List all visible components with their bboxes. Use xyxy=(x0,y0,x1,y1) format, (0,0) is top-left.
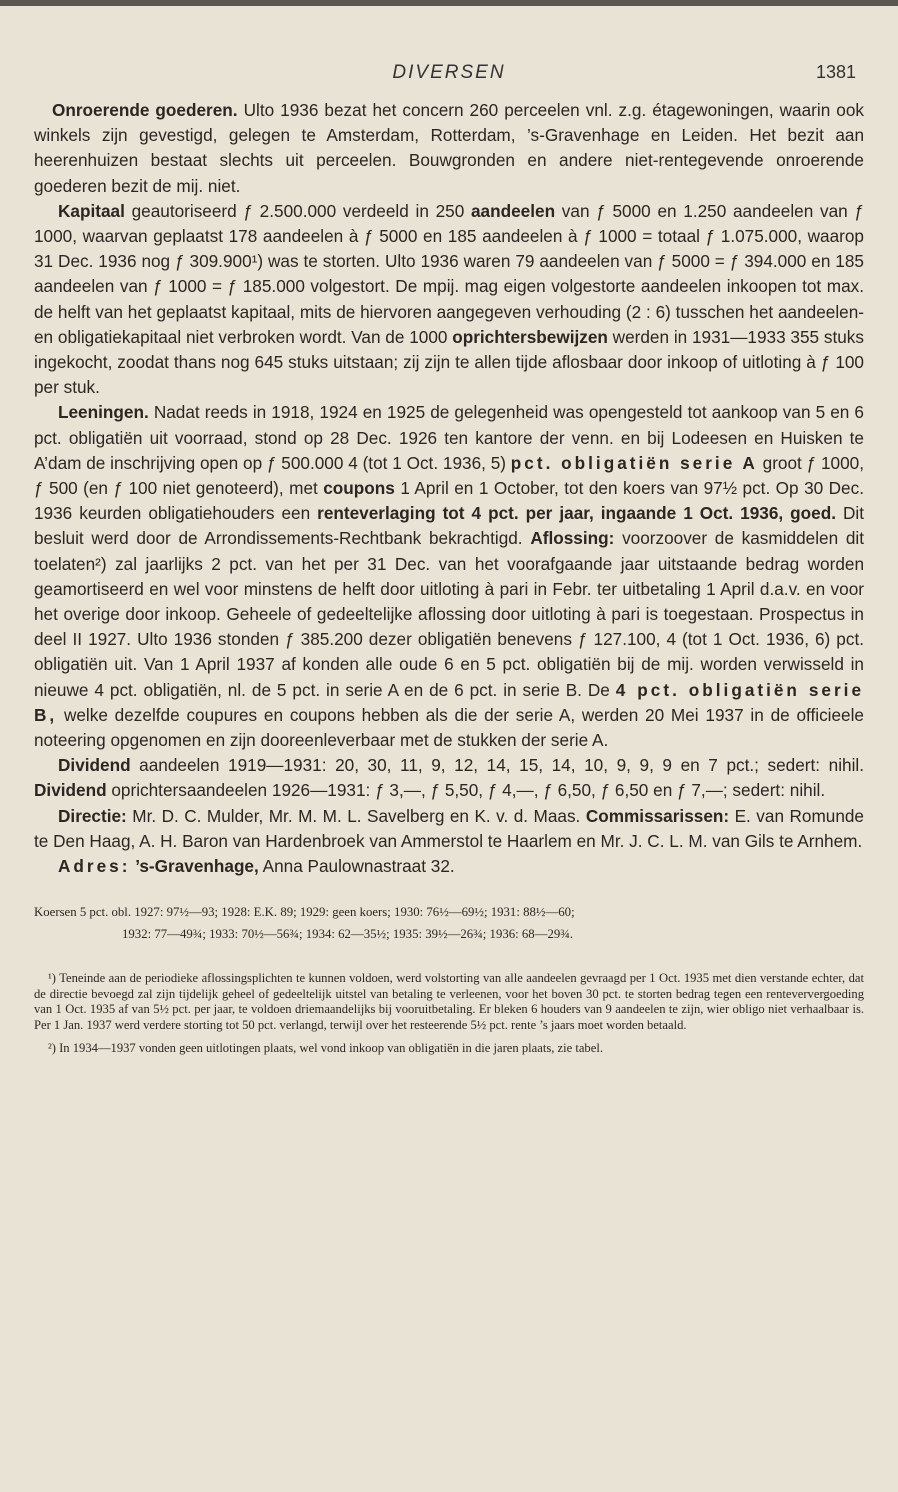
keyword-city: ’s-Gravenhage, xyxy=(130,856,259,877)
body-text xyxy=(34,98,864,879)
keyword-dividend: Dividend xyxy=(58,755,131,776)
footnote-1: ¹) Teneinde aan de periodieke aflossingsplichten te kunnen voldoen, werd volstorting van alle aandeelen gevraagd per 1 Oct. 1935 met dien verstande echter, dat de directie bevoegd zal zijn tijdelijk geheel of gedeeltelijk uitstel van betaling te verleenen, voor het boven 30 pct. te storten bedrag tegen een renteververgoeding van 1 Oct. 1935 af van 5½ pct. per jaar, te voldoen driemaandelijks bij vooruitbetaling. Er bleken 6 houders van 9 aandeelen te zijn, wier obligo niet verhaalbaar is. Per 1 Jan. 1937 werd verdere storting tot 50 pct. verlangd, terwijl over het resteerende 5½ pct. rente ’s jaars moet worden betaald. xyxy=(34,971,864,1033)
keyword-leeningen: Leeningen. xyxy=(58,402,149,423)
keyword-dividend-oprichters: Dividend xyxy=(34,780,107,801)
paragraph-text: 1 April en 1 October, tot den koers van 97½ pct. Op 30 Dec. 1936 keurden obligatiehouders een xyxy=(34,478,864,524)
keyword-kapitaal: Kapitaal xyxy=(58,200,125,221)
koersen-note xyxy=(34,901,864,945)
keyword-directie: Directie: xyxy=(58,805,127,826)
paragraph-adres xyxy=(34,854,864,879)
paragraph-text: oprichtersaandeelen 1926—1931: ƒ 3,—, ƒ 5,50, ƒ 4,—, ƒ 6,50, ƒ 6,50 en ƒ 7,—; sedert: nihil. xyxy=(106,780,826,801)
paragraph-text: Mr. D. C. Mulder, Mr. M. M. L. Savelberg en K. v. d. Maas. xyxy=(126,805,586,826)
document-page xyxy=(34,62,864,1063)
paragraph-text: Ulto 1936 bezat het concern 260 perceelen vnl. z.g. étagewoningen, waarin ook winkels zijn gevestigd, gelegen te Amsterdam, Rotterdam, ’s-Gravenhage en Leiden. Het bezit aan heerenhuizen bestaat slechts uit perceelen. Bouwgronden en andere niet-rentegevende onroerende goederen bezit de mij. niet. xyxy=(34,100,864,196)
keyword-coupons: coupons xyxy=(323,478,395,499)
keyword-oprichtersbewijzen: oprichtersbewijzen xyxy=(452,326,608,347)
paragraph-kapitaal xyxy=(34,199,864,401)
paragraph-text: van ƒ 5000 en 1.250 aandeelen van ƒ 1000, waarvan geplaatst 178 aandeelen à ƒ 5000 en 185 aandeelen à ƒ 1000 = totaal ƒ 1.075.000, waarop 31 Dec. 1936 nog ƒ 309.900¹) was te storten. Ulto 1936 waren 79 aandeelen van ƒ 5000 = ƒ 394.000 en 185 aandeelen van ƒ 1000 = ƒ 185.000 volgestort. De mpij. mag eigen volgestorte aandeelen inkoopen tot max. de helft van het geplaatst kapitaal, mits de hiervoren aangegeven verhouding (2 : 6) tusschen het aandeelen- en obligatiekapitaal niet verbroken wordt. Van de 1000 xyxy=(34,200,864,347)
keyword-aflossing: Aflossing: xyxy=(530,528,615,549)
paragraph-text: voorzoover de kasmiddelen dit toelaten²) zal jaarlijks 2 pct. van het per 31 Dec. van het voorafgaande jaar uitstaande bedrag worden geamortiseerd en wel voor minstens de helft door uitloting à pari in Febr. ter uitbetaling 1 April d.a.v. en voor het overige door inkoop. Geheele of gedeeltelijke aflossing door uitloting à pari is toegestaan. Prospectus in deel II 1927. Ulto 1936 stonden ƒ 385.200 dezer obligatiën benevens ƒ 127.100, 4 (tot 1 Oct. 1936, 6) pct. obligatiën uit. Van 1 April 1937 af konden alle oude 6 en 5 pct. obligatiën bij de mij. worden verwisseld in nieuwe 4 pct. obligatiën, nl. de 5 pct. in serie A en de 6 pct. in serie B. De xyxy=(34,528,865,700)
paragraph-directie xyxy=(34,804,864,854)
koersen-line-2: 1932: 77—49¾; 1933: 70½—56¾; 1934: 62—35½; 1935: 39½—26¾; 1936: 68—29¾. xyxy=(122,927,574,942)
keyword-commissarissen: Commissarissen: xyxy=(585,805,730,826)
paragraph-text: E. van Romunde te Den Haag, A. H. Baron van Hardenbroek van Ammerstol te Haarlem en Mr. J. C. L. M. van Gils te Arnhem. xyxy=(34,805,864,851)
paragraph-text: welke dezelfde coupures en coupons hebben als die der serie A, werden 20 Mei 1937 in de officieele noteering opgenomen en zijn dooreenleverbaar met de stukken der serie A. xyxy=(34,704,864,751)
spaced-obligatien-serie-a: pct. obligatiën serie A xyxy=(510,452,758,473)
koersen-line-1: Koersen 5 pct. obl. 1927: 97½—93; 1928: E.K. 89; 1929: geen koers; 1930: 76½—69½; 1931: 88½—60; xyxy=(34,905,575,920)
paragraph-text: geautoriseerd ƒ 2.500.000 verdeeld in 250 xyxy=(124,200,471,221)
page-header xyxy=(34,62,864,92)
paragraph-leeningen xyxy=(34,400,864,753)
paragraph-onroerende-goederen xyxy=(34,98,864,199)
paragraph-text: Nadat reeds in 1918, 1924 en 1925 de gelegenheid was opengesteld tot aankoop van 5 en 6 pct. obligatiën uit voorraad, stond op 28 Dec. 1926 ten kantore der venn. en bij Lodeesen en Huisken te A’dam de inschrijving open op ƒ 500.000 4 (tot 1 Oct. 1936, 5) xyxy=(34,402,864,473)
keyword-aandeelen: aandeelen xyxy=(471,200,556,221)
paragraph-text: groot ƒ 1000, ƒ 500 (en ƒ 100 niet genoteerd), met xyxy=(34,452,864,499)
running-title: DIVERSEN xyxy=(392,62,506,83)
spaced-obligatien-serie-b: 4 pct. obligatiën serie B, xyxy=(34,679,864,725)
paragraph-dividend xyxy=(34,753,864,803)
page-number: 1381 xyxy=(815,62,856,82)
footnotes xyxy=(34,971,864,1056)
scan-top-edge xyxy=(0,0,898,6)
paragraph-text: Dit besluit werd door de Arrondissements-Rechtbank bekrachtigd. xyxy=(34,503,865,549)
heading-onroerende-goederen: Onroerende goederen. xyxy=(52,100,238,120)
paragraph-text: Anna Paulownastraat 32. xyxy=(258,856,455,877)
paragraph-text: aandeelen 1919—1931: 20, 30, 11, 9, 12, 14, 15, 14, 10, 9, 9, 9 en 7 pct.; sedert: nihil. xyxy=(130,755,864,776)
spaced-adres: Adres: xyxy=(58,856,131,877)
footnote-2: ²) In 1934—1937 vonden geen uitlotingen plaats, wel vond inkoop van obligatiën in die jaren plaats, zie tabel. xyxy=(48,1040,603,1055)
paragraph-text: werden in 1931—1933 355 stuks ingekocht, zoodat thans nog 645 stuks uitstaan; zij zijn te allen tijde aflosbaar door inkoop of uitloting à ƒ 100 per stuk. xyxy=(34,326,864,398)
keyword-renteverlaging: renteverlaging tot 4 pct. per jaar, ingaande 1 Oct. 1936, goed. xyxy=(317,503,837,524)
